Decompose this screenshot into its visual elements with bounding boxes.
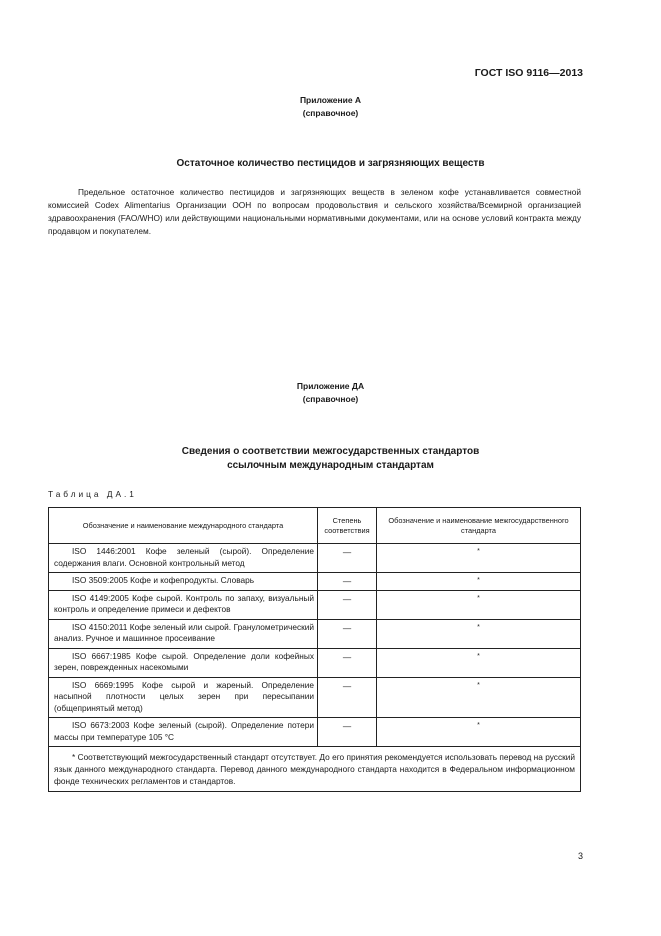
row-mark: * <box>377 677 581 718</box>
annex-da-title-line2: ссылочным международным стандартам <box>227 460 434 471</box>
row-mark: * <box>377 619 581 648</box>
annex-a-label: Приложение А <box>299 95 362 105</box>
row-standard: ISO 4149:2005 Кофе сырой. Контроль по запаху, визуальный контроль и определение примеси и дефектов <box>49 590 318 619</box>
row-standard: ISO 6673:2003 Кофе зеленый (сырой). Определение потери массы при температуре 105 °С <box>49 718 318 747</box>
table-row <box>49 573 581 591</box>
table-caption: Таблица ДА.1 <box>48 489 137 499</box>
table-row <box>49 544 581 573</box>
row-mark: * <box>377 573 581 591</box>
row-degree: — <box>318 718 377 747</box>
row-mark: * <box>377 718 581 747</box>
row-mark: * <box>377 590 581 619</box>
row-standard: ISO 1446:2001 Кофе зеленый (сырой). Определение содержания влаги. Основной контрольный метод <box>49 544 318 573</box>
correspondence-table <box>48 507 581 792</box>
annex-da-title <box>0 445 661 473</box>
header-international-standard: Обозначение и наименование международного стандарта <box>49 508 318 544</box>
table-header-row <box>49 508 581 544</box>
row-standard: ISO 6669:1995 Кофе сырой и жареный. Определение насыпной плотности целых зерен при пересыпании (общепринятый метод) <box>49 677 318 718</box>
annex-a-heading <box>0 94 661 120</box>
row-degree: — <box>318 677 377 718</box>
table-footnote: * Соответствующий межгосударственный стандарт отсутствует. До его принятия рекомендуется использовать перевод на русский язык данного международного стандарта. Перевод данного международного стандарта находится в Федеральном информационном фонде технических регламентов и стандартов. <box>49 747 581 792</box>
table-row <box>49 619 581 648</box>
table-row <box>49 677 581 718</box>
annex-da-heading <box>0 380 661 406</box>
annex-a-title: Остаточное количество пестицидов и загрязняющих веществ <box>176 158 485 169</box>
header-interstate-standard: Обозначение и наименование межгосударственного стандарта <box>377 508 581 544</box>
header-degree: Степень соответствия <box>318 508 377 544</box>
annex-a-paragraph: Предельное остаточное количество пестицидов и загрязняющих веществ в зеленом кофе устанавливается совместной комиссией Codex Alimentarius Организации ООН по вопросам продовольствия и сельского хозяйства/Всемирной организацией здравоохранения (FAO/WHO) или действующими национальными нормативными документами, или на основе условий контракта между продавцом и покупателем. <box>48 187 581 236</box>
row-standard: ISO 6667:1985 Кофе сырой. Определение доли кофейных зерен, поврежденных насекомыми <box>49 648 318 677</box>
row-degree: — <box>318 619 377 648</box>
annex-da-kind: (справочное) <box>302 394 359 404</box>
annex-da-title-line1: Сведения о соответствии межгосударственных стандартов <box>181 446 480 457</box>
table-footnote-row <box>49 747 581 792</box>
row-degree: — <box>318 573 377 591</box>
row-degree: — <box>318 648 377 677</box>
row-mark: * <box>377 544 581 573</box>
row-degree: — <box>318 590 377 619</box>
table-row <box>49 590 581 619</box>
row-mark: * <box>377 648 581 677</box>
annex-a-kind: (справочное) <box>302 108 359 118</box>
page-number: 3 <box>577 851 583 861</box>
row-standard: ISO 3509:2005 Кофе и кофепродукты. Словарь <box>49 573 318 591</box>
row-standard: ISO 4150:2011 Кофе зеленый или сырой. Гранулометрический анализ. Ручное и машинное просеивание <box>49 619 318 648</box>
row-degree: — <box>318 544 377 573</box>
table-row <box>49 648 581 677</box>
table-row <box>49 718 581 747</box>
standard-designation: ГОСТ ISO 9116—2013 <box>474 67 583 79</box>
annex-da-label: Приложение ДА <box>296 381 365 391</box>
